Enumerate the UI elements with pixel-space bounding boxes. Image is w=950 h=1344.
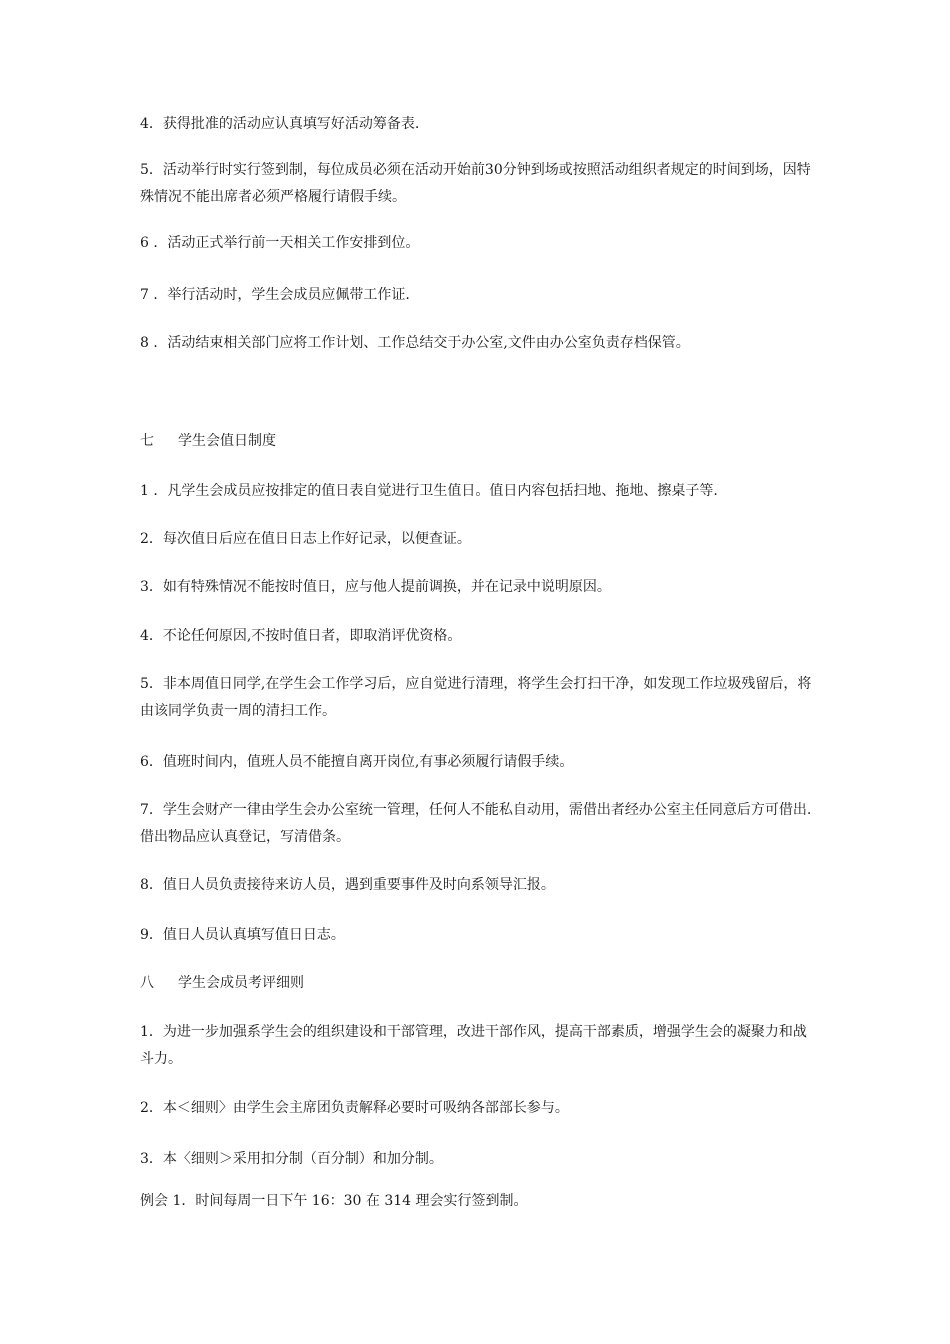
paragraph: 7．学生会财产一律由学生会办公室统一管理，任何人不能私自动用，需借出者经办公室主任同意后方可借出.借出物品应认真登记，写清借条。 (140, 802, 812, 845)
paragraph: 5．活动举行时实行签到制，每位成员必须在活动开始前30分钟到场或按照活动组织者规定的时间到场，因特殊情况不能出席者必须严格履行请假手续。 (140, 162, 811, 205)
paragraph: 2．每次值日后应在值日日志上作好记录，以便查证。 (140, 531, 471, 547)
section-number: 七 (140, 433, 154, 449)
paragraph: 2．本＜细则〉由学生会主席团负责解释必要时可吸纳各部部长参与。 (140, 1100, 569, 1116)
paragraph: 9．值日人员认真填写值日日志。 (140, 927, 345, 943)
section-number: 八 (140, 975, 154, 991)
paragraph: 4．不论任何原因,不按时值日者，即取消评优资格。 (140, 628, 462, 644)
section-title: 学生会值日制度 (178, 433, 276, 449)
section-heading (140, 428, 812, 455)
section-title: 学生会成员考评细则 (178, 975, 304, 991)
paragraph: 4．获得批准的活动应认真填写好活动筹备表. (140, 116, 420, 132)
paragraph: 8 ．活动结束相关部门应将工作计划、工作总结交于办公室,文件由办公室负责存档保管。 (140, 335, 690, 351)
paragraph: 6．值班时间内，值班人员不能擅自离开岗位,有事必须履行请假手续。 (140, 754, 574, 770)
paragraph: 1 ．凡学生会成员应按排定的值日表自觉进行卫生值日。值日内容包括扫地、拖地、擦桌子等. (140, 483, 718, 499)
paragraph: 8．值日人员负责接待来访人员，遇到重要事件及时向系领导汇报。 (140, 877, 555, 893)
paragraph: 例会 1．时间每周一日下午 16：30 在 314 理会实行签到制。 (140, 1193, 528, 1209)
paragraph: 3．本〈细则＞采用扣分制（百分制）和加分制。 (140, 1151, 443, 1167)
paragraph: 7 ．举行活动时，学生会成员应佩带工作证. (140, 287, 410, 303)
paragraph: 3．如有特殊情况不能按时值日，应与他人提前调换，并在记录中说明原因。 (140, 579, 611, 595)
paragraph: 1．为进一步加强系学生会的组织建设和干部管理，改进干部作风，提高干部素质，增强学生会的凝聚力和战斗力。 (140, 1024, 807, 1067)
paragraph: 5．非本周值日同学,在学生会工作学习后，应自觉进行清理，将学生会打扫干净，如发现工作垃圾残留后，将由该同学负责一周的清扫工作。 (140, 676, 812, 719)
paragraph: 6 ．活动正式举行前一天相关工作安排到位。 (140, 235, 420, 251)
section-heading (140, 970, 812, 997)
